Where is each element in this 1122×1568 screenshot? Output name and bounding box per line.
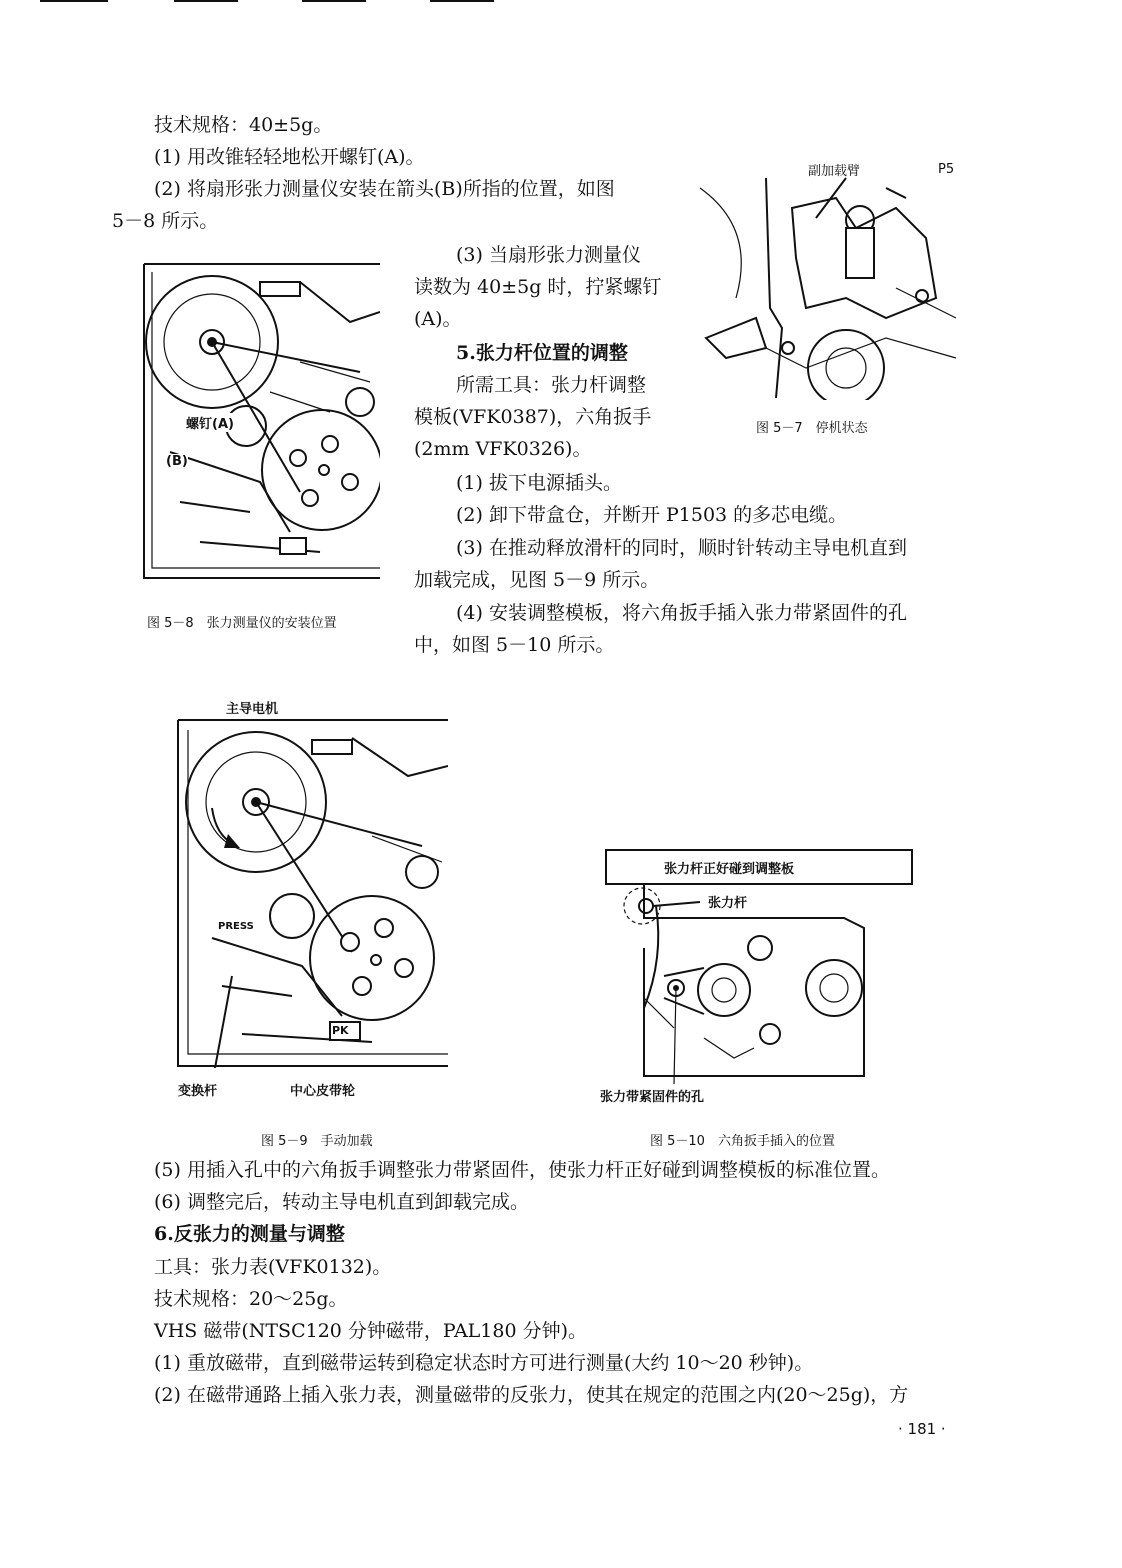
fig59-label-pk: PK: [332, 1024, 349, 1037]
body-line: 5－8 所示。: [112, 210, 219, 232]
body-line: (1) 拔下电源插头。: [456, 472, 622, 494]
fig59-label-belt: 中心皮带轮: [290, 1084, 356, 1099]
body-line: VHS 磁带(NTSC120 分钟磁带，PAL180 分钟)。: [154, 1320, 588, 1342]
fig57-label-arm: 副加载臂: [808, 164, 861, 179]
figure-5-8-drawing: [140, 262, 380, 580]
fig58-label-b: (B): [166, 454, 188, 469]
fig57-label-p5: P5: [938, 162, 955, 177]
body-line: 技术规格：20～25g。: [154, 1288, 348, 1310]
top-rule: [430, 0, 494, 2]
body-line: (1) 用改锥轻轻地松开螺钉(A)。: [154, 146, 425, 168]
top-rule: [302, 0, 366, 2]
body-line: (2mm VFK0326)。: [414, 438, 592, 460]
fig510-label-bar: 张力杆: [708, 896, 748, 911]
figure-5-10-caption: 图 5－10 六角扳手插入的位置: [650, 1134, 835, 1149]
fig58-label-screw: 螺钉(A): [186, 413, 234, 432]
body-line: (A)。: [414, 308, 462, 330]
body-line: (6) 调整完后，转动主导电机直到卸载完成。: [154, 1191, 529, 1213]
fig510-label-box: 张力杆正好碰到调整板: [664, 862, 795, 877]
fig59-label-press: PRESS: [218, 921, 254, 932]
fig59-label-motor: 主导电机: [226, 702, 279, 717]
fig510-label-hole: 张力带紧固件的孔: [600, 1090, 705, 1105]
body-line: (2) 卸下带盒仓，并断开 P1503 的多芯电缆。: [456, 504, 848, 526]
body-line: 模板(VFK0387)，六角扳手: [414, 406, 652, 428]
body-line: 工具：张力表(VFK0132)。: [154, 1256, 392, 1278]
body-line: (3) 在推动释放滑杆的同时，顺时针转动主导电机直到: [456, 537, 907, 559]
body-line: 加载完成，见图 5－9 所示。: [414, 569, 660, 591]
body-line: (2) 将扇形张力测量仪安装在箭头(B)所指的位置，如图: [154, 178, 615, 200]
body-line: (2) 在磁带通路上插入张力表，测量磁带的反张力，使其在规定的范围之内(20～25g)，方: [154, 1384, 909, 1406]
section-heading: 5.张力杆位置的调整: [456, 342, 628, 364]
body-line: 读数为 40±5g 时，拧紧螺钉: [414, 276, 662, 298]
figure-5-8-caption: 图 5－8 张力测量仪的安装位置: [147, 616, 337, 631]
top-rule: [174, 0, 238, 2]
fig59-label-lever: 变换杆: [178, 1084, 218, 1099]
page-number: · 181 ·: [898, 1420, 946, 1438]
body-line: (5) 用插入孔中的六角扳手调整张力带紧固件，使张力杆正好碰到调整模板的标准位置。: [154, 1159, 890, 1181]
figure-5-9-caption: 图 5－9 手动加载: [261, 1134, 373, 1149]
body-line: 中，如图 5－10 所示。: [414, 634, 615, 656]
figure-5-7-drawing: [696, 168, 966, 400]
figure-5-9-drawing: [172, 716, 448, 1068]
body-line: 技术规格：40±5g。: [154, 114, 333, 136]
body-line: (1) 重放磁带，直到磁带运转到稳定状态时方可进行测量(大约 10～20 秒钟)。: [154, 1352, 814, 1374]
top-rule: [40, 0, 108, 2]
figure-5-10-drawing: [604, 848, 914, 1088]
body-line: 所需工具：张力杆调整: [456, 374, 647, 396]
figure-5-7-caption: 图 5－7 停机状态: [756, 421, 868, 436]
section-heading: 6.反张力的测量与调整: [154, 1223, 345, 1245]
body-line: (4) 安装调整模板，将六角扳手插入张力带紧固件的孔: [456, 602, 907, 624]
body-line: (3) 当扇形张力测量仪: [456, 244, 641, 266]
